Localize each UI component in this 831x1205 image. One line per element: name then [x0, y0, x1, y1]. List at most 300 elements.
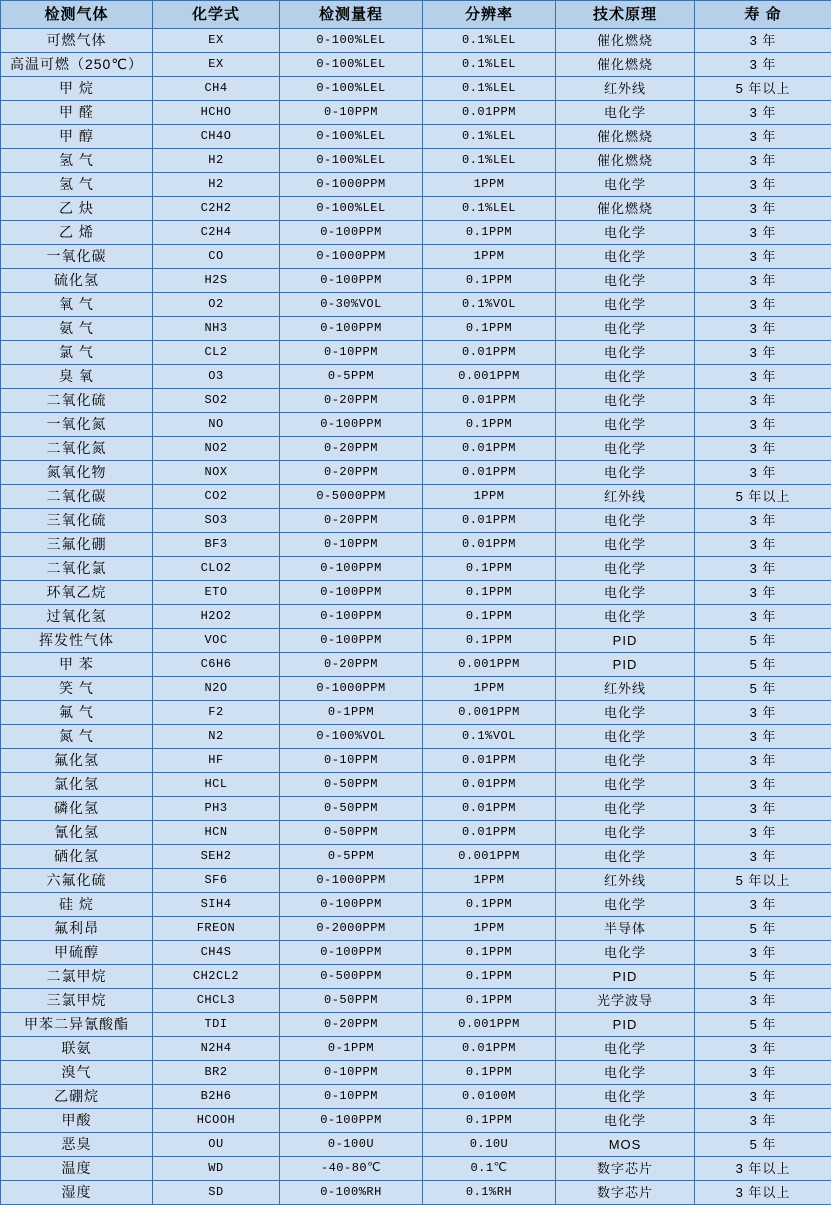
cell-principle: 电化学	[556, 317, 695, 341]
cell-principle: 半导体	[556, 917, 695, 941]
cell-formula: N2O	[153, 677, 280, 701]
cell-resolution: 0.01PPM	[423, 341, 556, 365]
cell-resolution: 0.001PPM	[423, 653, 556, 677]
cell-principle: PID	[556, 629, 695, 653]
table-row	[1, 581, 831, 605]
cell-formula: H2S	[153, 269, 280, 293]
table-row	[1, 965, 831, 989]
cell-range: 0-500PPM	[280, 965, 423, 989]
table-row	[1, 1013, 831, 1037]
cell-formula: H2O2	[153, 605, 280, 629]
cell-lifetime: 3 年	[695, 413, 831, 437]
cell-range: 0-20PPM	[280, 461, 423, 485]
cell-gas: 硒化氢	[1, 845, 153, 869]
cell-resolution: 0.01PPM	[423, 389, 556, 413]
cell-principle: PID	[556, 653, 695, 677]
cell-gas: 联氨	[1, 1037, 153, 1061]
cell-lifetime: 3 年	[695, 125, 831, 149]
table-row	[1, 725, 831, 749]
cell-range: 0-10PPM	[280, 1061, 423, 1085]
cell-principle: 催化燃烧	[556, 197, 695, 221]
cell-gas: 二氧化碳	[1, 485, 153, 509]
cell-range: 0-1000PPM	[280, 677, 423, 701]
table-row	[1, 557, 831, 581]
cell-range: 0-100PPM	[280, 221, 423, 245]
table-row	[1, 893, 831, 917]
cell-principle: 红外线	[556, 677, 695, 701]
cell-formula: SD	[153, 1181, 280, 1205]
cell-formula: CH4O	[153, 125, 280, 149]
cell-lifetime: 3 年	[695, 245, 831, 269]
cell-range: 0-100%LEL	[280, 197, 423, 221]
table-row	[1, 293, 831, 317]
cell-lifetime: 3 年	[695, 701, 831, 725]
cell-resolution: 0.1PPM	[423, 581, 556, 605]
cell-formula: TDI	[153, 1013, 280, 1037]
cell-range: 0-10PPM	[280, 749, 423, 773]
cell-range: 0-20PPM	[280, 653, 423, 677]
cell-lifetime: 3 年	[695, 605, 831, 629]
cell-principle: 催化燃烧	[556, 125, 695, 149]
cell-principle: 电化学	[556, 509, 695, 533]
table-header-row	[1, 1, 831, 29]
cell-range: 0-10PPM	[280, 341, 423, 365]
cell-resolution: 0.01PPM	[423, 461, 556, 485]
cell-principle: 电化学	[556, 1085, 695, 1109]
cell-gas: 氧 气	[1, 293, 153, 317]
cell-lifetime: 3 年	[695, 461, 831, 485]
cell-lifetime: 3 年	[695, 845, 831, 869]
cell-gas: 氢 气	[1, 149, 153, 173]
cell-formula: NOX	[153, 461, 280, 485]
cell-lifetime: 3 年	[695, 293, 831, 317]
cell-gas: 六氟化硫	[1, 869, 153, 893]
cell-principle: 电化学	[556, 581, 695, 605]
table-row	[1, 341, 831, 365]
cell-resolution: 0.01PPM	[423, 101, 556, 125]
cell-formula: HCHO	[153, 101, 280, 125]
cell-formula: O3	[153, 365, 280, 389]
cell-gas: 乙 烯	[1, 221, 153, 245]
cell-resolution: 0.1%RH	[423, 1181, 556, 1205]
cell-resolution: 0.001PPM	[423, 845, 556, 869]
cell-principle: 电化学	[556, 101, 695, 125]
cell-resolution: 0.1PPM	[423, 989, 556, 1013]
cell-lifetime: 5 年	[695, 653, 831, 677]
cell-gas: 二氧化氮	[1, 437, 153, 461]
cell-formula: EX	[153, 53, 280, 77]
table-row	[1, 845, 831, 869]
cell-principle: PID	[556, 1013, 695, 1037]
cell-resolution: 0.1%VOL	[423, 725, 556, 749]
cell-gas: 甲硫醇	[1, 941, 153, 965]
cell-range: 0-1000PPM	[280, 245, 423, 269]
cell-gas: 过氧化氢	[1, 605, 153, 629]
cell-lifetime: 3 年	[695, 53, 831, 77]
table-row	[1, 29, 831, 53]
cell-resolution: 0.1PPM	[423, 221, 556, 245]
cell-lifetime: 5 年	[695, 1133, 831, 1157]
cell-formula: C2H2	[153, 197, 280, 221]
cell-resolution: 0.1PPM	[423, 317, 556, 341]
table-row	[1, 1061, 831, 1085]
cell-formula: B2H6	[153, 1085, 280, 1109]
table-row	[1, 221, 831, 245]
cell-lifetime: 5 年以上	[695, 77, 831, 101]
cell-resolution: 0.1%LEL	[423, 29, 556, 53]
cell-resolution: 0.1PPM	[423, 269, 556, 293]
table-row	[1, 1109, 831, 1133]
cell-principle: 电化学	[556, 1109, 695, 1133]
cell-principle: 电化学	[556, 341, 695, 365]
cell-formula: BR2	[153, 1061, 280, 1085]
cell-principle: 电化学	[556, 821, 695, 845]
cell-gas: 磷化氢	[1, 797, 153, 821]
cell-principle: MOS	[556, 1133, 695, 1157]
cell-formula: C6H6	[153, 653, 280, 677]
cell-gas: 氟 气	[1, 701, 153, 725]
cell-range: 0-100%LEL	[280, 29, 423, 53]
cell-gas: 高温可燃（250℃）	[1, 53, 153, 77]
cell-range: 0-20PPM	[280, 1013, 423, 1037]
column-header-principle: 技术原理	[556, 1, 695, 29]
cell-principle: 电化学	[556, 365, 695, 389]
cell-lifetime: 5 年	[695, 917, 831, 941]
cell-lifetime: 3 年	[695, 749, 831, 773]
cell-principle: 红外线	[556, 869, 695, 893]
table-row	[1, 1037, 831, 1061]
table-row	[1, 701, 831, 725]
cell-resolution: 0.1PPM	[423, 893, 556, 917]
table-row	[1, 197, 831, 221]
cell-principle: 电化学	[556, 845, 695, 869]
cell-range: 0-1PPM	[280, 1037, 423, 1061]
cell-range: 0-100%RH	[280, 1181, 423, 1205]
cell-lifetime: 5 年	[695, 677, 831, 701]
cell-gas: 一氧化氮	[1, 413, 153, 437]
cell-resolution: 0.01PPM	[423, 1037, 556, 1061]
cell-gas: 三氧化硫	[1, 509, 153, 533]
cell-resolution: 0.1PPM	[423, 629, 556, 653]
cell-range: -40-80℃	[280, 1157, 423, 1181]
cell-range: 0-50PPM	[280, 821, 423, 845]
cell-formula: SO2	[153, 389, 280, 413]
cell-gas: 甲 醛	[1, 101, 153, 125]
cell-formula: N2	[153, 725, 280, 749]
cell-lifetime: 3 年	[695, 581, 831, 605]
cell-principle: 红外线	[556, 77, 695, 101]
cell-formula: WD	[153, 1157, 280, 1181]
table-row	[1, 317, 831, 341]
cell-formula: HCL	[153, 773, 280, 797]
table-row	[1, 1085, 831, 1109]
cell-formula: PH3	[153, 797, 280, 821]
cell-range: 0-100PPM	[280, 269, 423, 293]
cell-gas: 恶臭	[1, 1133, 153, 1157]
cell-gas: 臭 氧	[1, 365, 153, 389]
table-row	[1, 413, 831, 437]
cell-range: 0-20PPM	[280, 509, 423, 533]
cell-gas: 甲 烷	[1, 77, 153, 101]
cell-resolution: 0.1%LEL	[423, 149, 556, 173]
cell-principle: 电化学	[556, 413, 695, 437]
cell-gas: 硅 烷	[1, 893, 153, 917]
table-row	[1, 797, 831, 821]
cell-resolution: 0.01PPM	[423, 437, 556, 461]
table-row	[1, 677, 831, 701]
cell-lifetime: 3 年	[695, 893, 831, 917]
cell-principle: 催化燃烧	[556, 53, 695, 77]
cell-resolution: 0.1PPM	[423, 1109, 556, 1133]
cell-resolution: 0.01PPM	[423, 821, 556, 845]
cell-lifetime: 3 年	[695, 101, 831, 125]
cell-gas: 甲苯二异氰酸酯	[1, 1013, 153, 1037]
column-header-resolution: 分辨率	[423, 1, 556, 29]
table-row	[1, 869, 831, 893]
table-body	[1, 29, 831, 1205]
cell-formula: NO	[153, 413, 280, 437]
cell-formula: CH4S	[153, 941, 280, 965]
cell-lifetime: 3 年	[695, 509, 831, 533]
cell-range: 0-10PPM	[280, 1085, 423, 1109]
cell-range: 0-100PPM	[280, 413, 423, 437]
cell-principle: 电化学	[556, 221, 695, 245]
cell-formula: SF6	[153, 869, 280, 893]
cell-lifetime: 3 年	[695, 317, 831, 341]
cell-principle: 数字芯片	[556, 1157, 695, 1181]
column-header-formula: 化学式	[153, 1, 280, 29]
cell-principle: 电化学	[556, 701, 695, 725]
cell-range: 0-2000PPM	[280, 917, 423, 941]
cell-lifetime: 5 年以上	[695, 869, 831, 893]
cell-formula: BF3	[153, 533, 280, 557]
cell-principle: 红外线	[556, 485, 695, 509]
cell-formula: CHCL3	[153, 989, 280, 1013]
cell-formula: C2H4	[153, 221, 280, 245]
table-row	[1, 77, 831, 101]
cell-lifetime: 3 年	[695, 1061, 831, 1085]
cell-formula: N2H4	[153, 1037, 280, 1061]
table-row	[1, 629, 831, 653]
cell-gas: 氯 气	[1, 341, 153, 365]
cell-range: 0-5PPM	[280, 845, 423, 869]
table-row	[1, 437, 831, 461]
cell-formula: CH4	[153, 77, 280, 101]
cell-range: 0-50PPM	[280, 797, 423, 821]
cell-range: 0-100PPM	[280, 581, 423, 605]
cell-range: 0-10PPM	[280, 101, 423, 125]
table-row	[1, 365, 831, 389]
table-row	[1, 101, 831, 125]
cell-range: 0-100%LEL	[280, 149, 423, 173]
cell-lifetime: 3 年	[695, 989, 831, 1013]
cell-gas: 三氟化硼	[1, 533, 153, 557]
table-row	[1, 485, 831, 509]
cell-lifetime: 3 年以上	[695, 1181, 831, 1205]
cell-gas: 氮氧化物	[1, 461, 153, 485]
cell-range: 0-100PPM	[280, 1109, 423, 1133]
cell-lifetime: 3 年	[695, 221, 831, 245]
cell-resolution: 0.01PPM	[423, 749, 556, 773]
cell-gas: 乙 炔	[1, 197, 153, 221]
cell-formula: F2	[153, 701, 280, 725]
cell-formula: ETO	[153, 581, 280, 605]
cell-lifetime: 3 年	[695, 149, 831, 173]
cell-gas: 二氧化硫	[1, 389, 153, 413]
cell-range: 0-100%VOL	[280, 725, 423, 749]
table-header	[1, 1, 831, 29]
cell-formula: NO2	[153, 437, 280, 461]
cell-formula: CH2CL2	[153, 965, 280, 989]
cell-lifetime: 3 年	[695, 341, 831, 365]
cell-formula: EX	[153, 29, 280, 53]
cell-resolution: 0.1%VOL	[423, 293, 556, 317]
cell-lifetime: 3 年	[695, 437, 831, 461]
cell-range: 0-50PPM	[280, 989, 423, 1013]
cell-principle: 电化学	[556, 293, 695, 317]
cell-gas: 溴气	[1, 1061, 153, 1085]
cell-lifetime: 3 年以上	[695, 1157, 831, 1181]
cell-principle: 电化学	[556, 941, 695, 965]
table-row	[1, 245, 831, 269]
cell-principle: 电化学	[556, 173, 695, 197]
cell-principle: 电化学	[556, 773, 695, 797]
table-row	[1, 389, 831, 413]
cell-gas: 氢 气	[1, 173, 153, 197]
cell-resolution: 1PPM	[423, 869, 556, 893]
cell-formula: HCN	[153, 821, 280, 845]
cell-lifetime: 3 年	[695, 1085, 831, 1109]
table-row	[1, 749, 831, 773]
cell-gas: 湿度	[1, 1181, 153, 1205]
cell-resolution: 1PPM	[423, 677, 556, 701]
cell-resolution: 0.10U	[423, 1133, 556, 1157]
cell-range: 0-100%LEL	[280, 77, 423, 101]
cell-range: 0-20PPM	[280, 437, 423, 461]
cell-principle: 光学波导	[556, 989, 695, 1013]
cell-principle: 数字芯片	[556, 1181, 695, 1205]
column-header-gas: 检测气体	[1, 1, 153, 29]
cell-gas: 氮 气	[1, 725, 153, 749]
cell-gas: 环氧乙烷	[1, 581, 153, 605]
cell-formula: SEH2	[153, 845, 280, 869]
cell-lifetime: 3 年	[695, 773, 831, 797]
cell-resolution: 1PPM	[423, 917, 556, 941]
cell-gas: 甲 苯	[1, 653, 153, 677]
cell-lifetime: 5 年	[695, 629, 831, 653]
cell-resolution: 0.1PPM	[423, 413, 556, 437]
cell-lifetime: 3 年	[695, 269, 831, 293]
cell-principle: 电化学	[556, 437, 695, 461]
cell-lifetime: 3 年	[695, 365, 831, 389]
cell-resolution: 0.001PPM	[423, 701, 556, 725]
table-row	[1, 653, 831, 677]
cell-lifetime: 3 年	[695, 941, 831, 965]
cell-resolution: 0.0100M	[423, 1085, 556, 1109]
cell-gas: 挥发性气体	[1, 629, 153, 653]
cell-formula: SO3	[153, 509, 280, 533]
cell-principle: 电化学	[556, 1061, 695, 1085]
cell-formula: CL2	[153, 341, 280, 365]
cell-lifetime: 3 年	[695, 821, 831, 845]
cell-lifetime: 3 年	[695, 29, 831, 53]
cell-gas: 氰化氢	[1, 821, 153, 845]
cell-lifetime: 5 年	[695, 965, 831, 989]
cell-range: 0-1PPM	[280, 701, 423, 725]
cell-formula: CO	[153, 245, 280, 269]
cell-range: 0-5000PPM	[280, 485, 423, 509]
cell-resolution: 0.01PPM	[423, 509, 556, 533]
cell-principle: 电化学	[556, 605, 695, 629]
cell-range: 0-10PPM	[280, 533, 423, 557]
cell-formula: CLO2	[153, 557, 280, 581]
table-row	[1, 173, 831, 197]
cell-gas: 甲酸	[1, 1109, 153, 1133]
cell-formula: HCOOH	[153, 1109, 280, 1133]
cell-resolution: 1PPM	[423, 485, 556, 509]
cell-principle: 电化学	[556, 533, 695, 557]
cell-formula: VOC	[153, 629, 280, 653]
cell-lifetime: 3 年	[695, 557, 831, 581]
table-row	[1, 773, 831, 797]
cell-range: 0-100PPM	[280, 629, 423, 653]
cell-resolution: 0.001PPM	[423, 365, 556, 389]
cell-gas: 笑 气	[1, 677, 153, 701]
cell-lifetime: 3 年	[695, 533, 831, 557]
cell-lifetime: 3 年	[695, 1037, 831, 1061]
cell-resolution: 0.1%LEL	[423, 53, 556, 77]
cell-formula: SIH4	[153, 893, 280, 917]
table-row	[1, 509, 831, 533]
cell-principle: 催化燃烧	[556, 149, 695, 173]
cell-principle: 电化学	[556, 269, 695, 293]
cell-gas: 二氧化氯	[1, 557, 153, 581]
table-row	[1, 989, 831, 1013]
cell-lifetime: 3 年	[695, 173, 831, 197]
cell-gas: 可燃气体	[1, 29, 153, 53]
cell-principle: 电化学	[556, 557, 695, 581]
cell-principle: 电化学	[556, 1037, 695, 1061]
cell-range: 0-100%LEL	[280, 53, 423, 77]
cell-range: 0-100%LEL	[280, 125, 423, 149]
cell-resolution: 0.1PPM	[423, 557, 556, 581]
table-row	[1, 149, 831, 173]
table-row	[1, 605, 831, 629]
cell-resolution: 0.1%LEL	[423, 197, 556, 221]
cell-gas: 氟利昂	[1, 917, 153, 941]
cell-range: 0-50PPM	[280, 773, 423, 797]
cell-range: 0-5PPM	[280, 365, 423, 389]
cell-resolution: 0.01PPM	[423, 533, 556, 557]
cell-resolution: 0.1PPM	[423, 941, 556, 965]
cell-formula: OU	[153, 1133, 280, 1157]
cell-principle: 电化学	[556, 461, 695, 485]
cell-resolution: 0.1%LEL	[423, 77, 556, 101]
table-row	[1, 125, 831, 149]
cell-formula: HF	[153, 749, 280, 773]
cell-resolution: 0.1%LEL	[423, 125, 556, 149]
cell-gas: 氯化氢	[1, 773, 153, 797]
cell-range: 0-100U	[280, 1133, 423, 1157]
table-row	[1, 533, 831, 557]
cell-formula: CO2	[153, 485, 280, 509]
cell-principle: 电化学	[556, 893, 695, 917]
cell-formula: H2	[153, 173, 280, 197]
cell-gas: 二氯甲烷	[1, 965, 153, 989]
table-row	[1, 461, 831, 485]
cell-formula: H2	[153, 149, 280, 173]
cell-resolution: 0.1℃	[423, 1157, 556, 1181]
